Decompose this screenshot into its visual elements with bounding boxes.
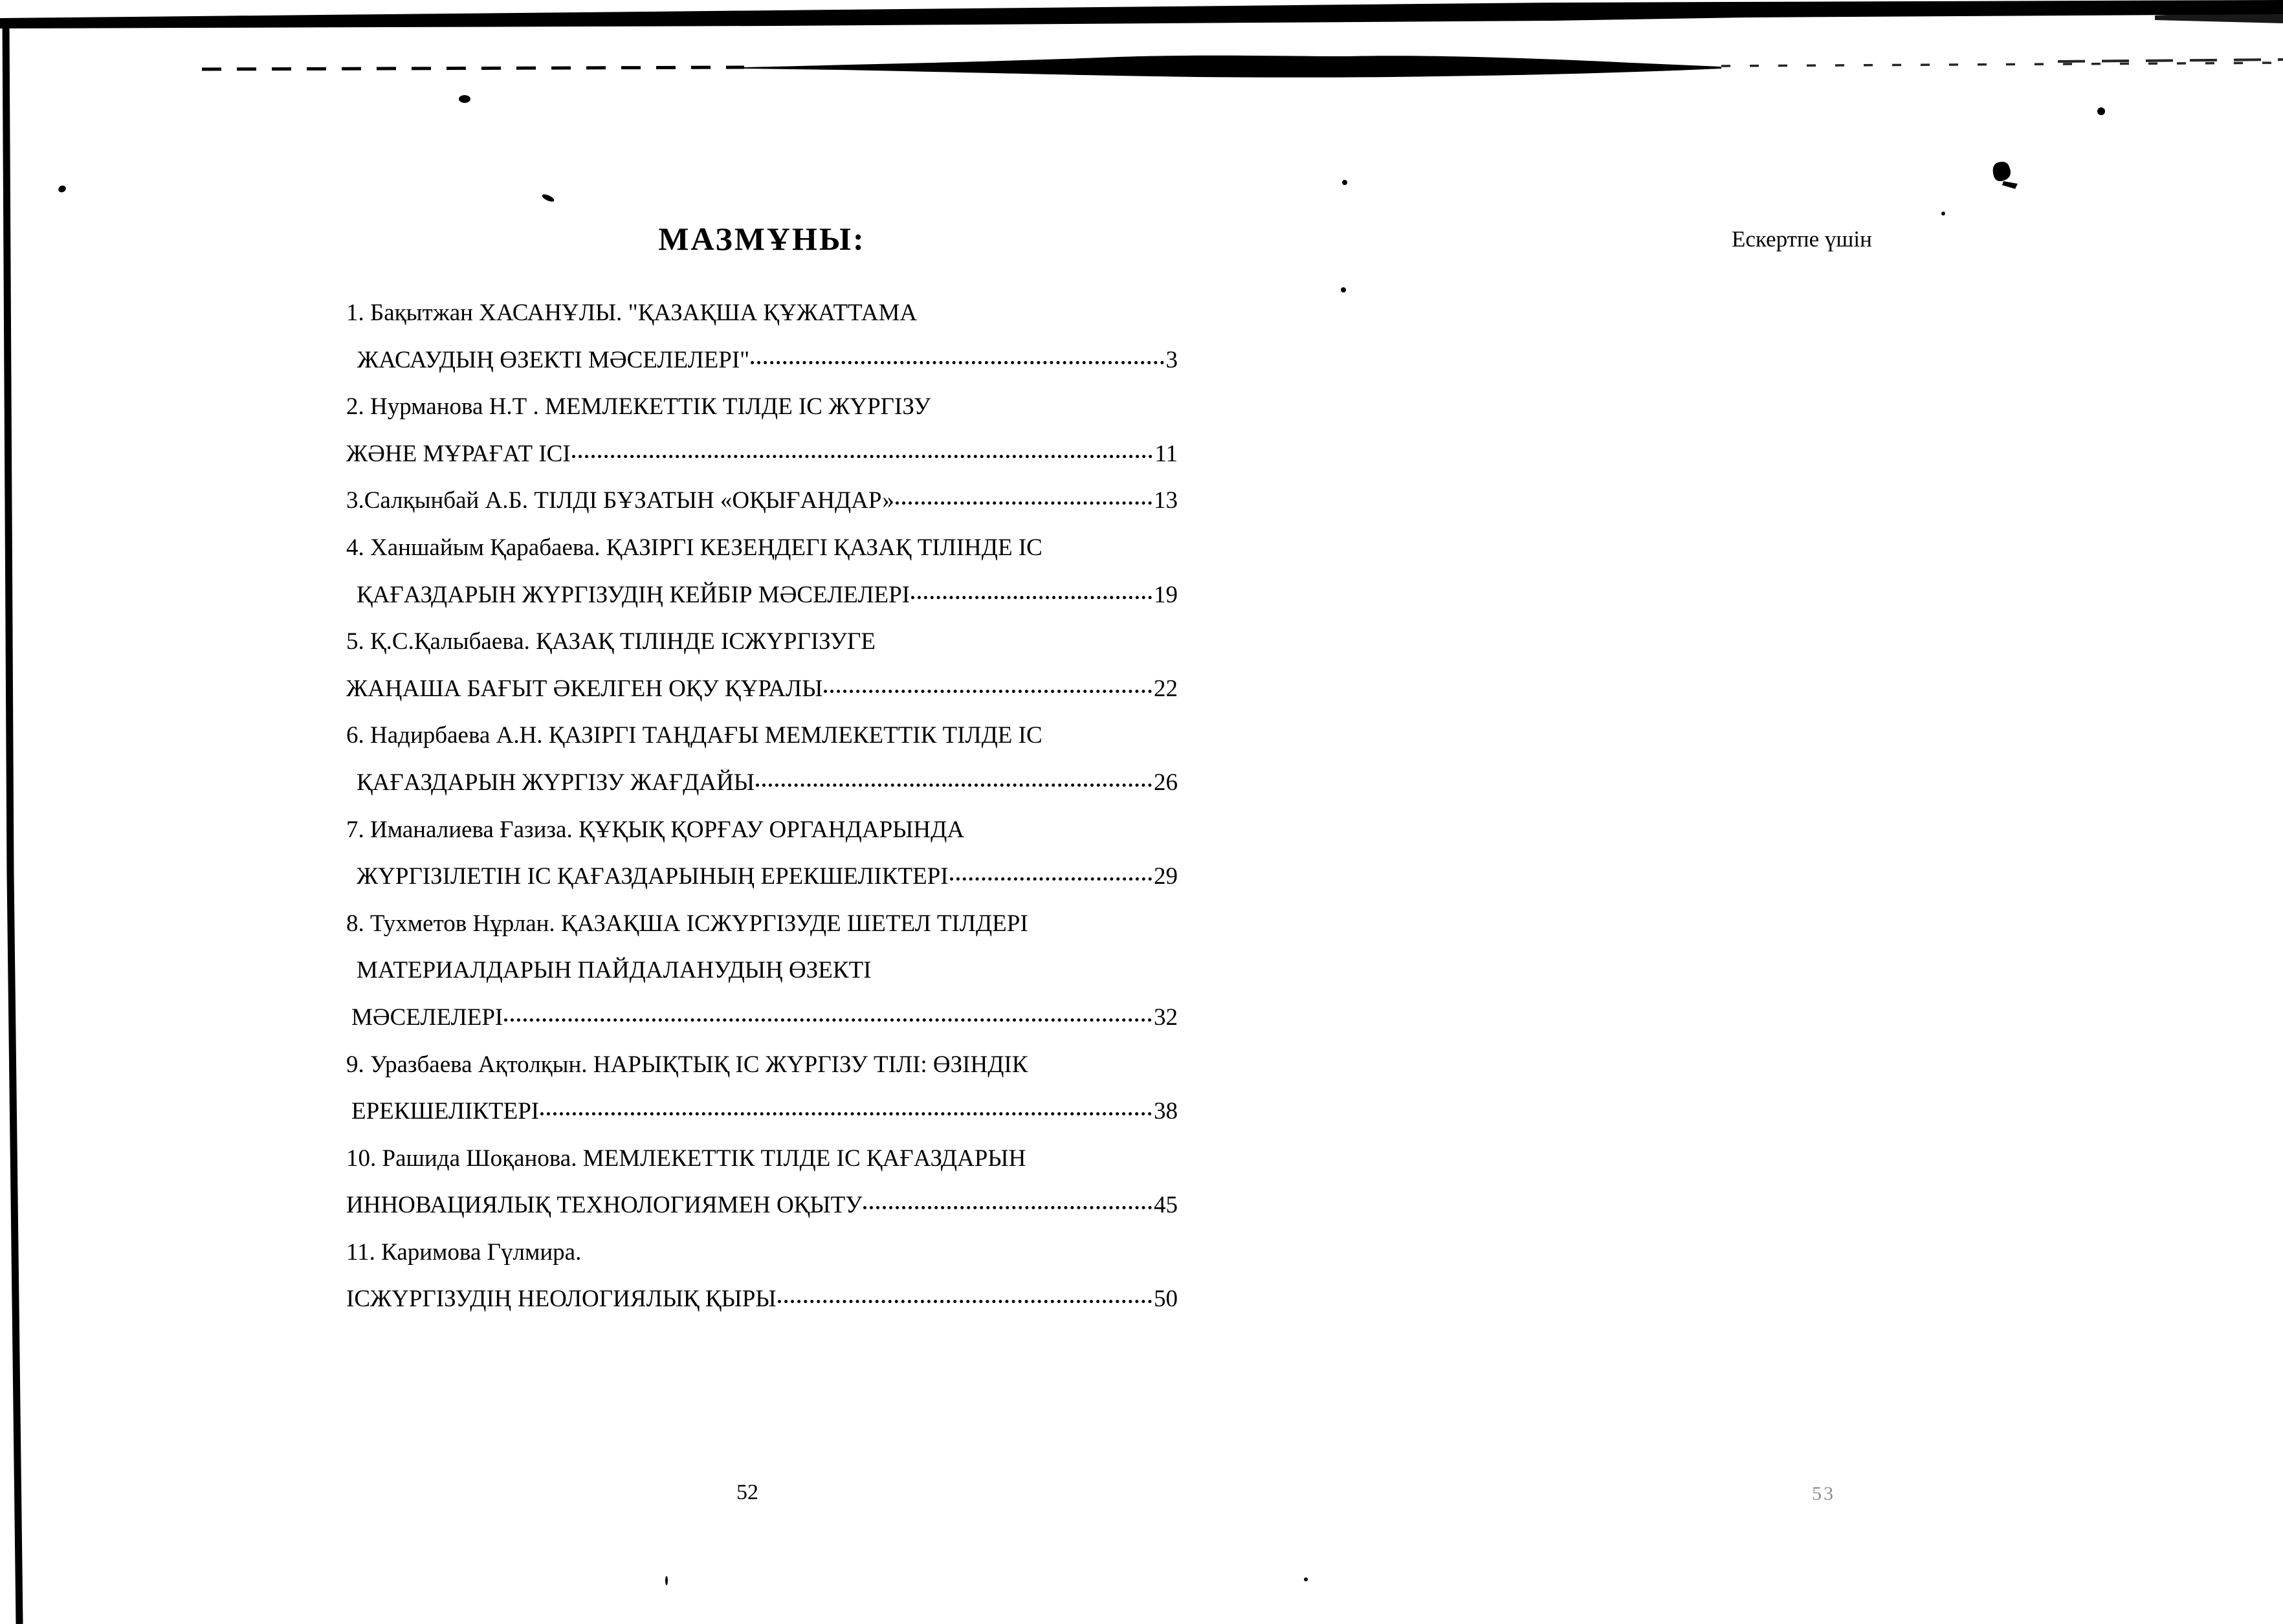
toc-page-number: 11 [1154, 440, 1178, 467]
toc-entry [346, 1285, 1178, 1332]
toc-leader-dots [572, 455, 1153, 458]
toc-entry [346, 769, 1178, 816]
left-page-number: 52 [736, 1480, 758, 1504]
toc-entry [346, 1051, 1178, 1098]
toc-entry [346, 675, 1178, 722]
toc-entry [346, 393, 1178, 440]
toc-entry-text: ІСЖҮРГІЗУДІҢ НЕОЛОГИЯЛЫҚ ҚЫРЫ [346, 1286, 777, 1313]
toc-entry [346, 1004, 1178, 1051]
left-page-edge-line [6, 19, 19, 1624]
toc-page-number: 19 [1154, 581, 1178, 608]
toc-entry [346, 1238, 1178, 1286]
top-scan-bar-right-edge [2155, 9, 2283, 23]
toc-page-number: 50 [1154, 1286, 1178, 1313]
toc-entry-text: 5. Қ.С.Қалыбаева. ҚАЗАҚ ТІЛІНДЕ ІСЖҮРГІЗУГЕ [346, 628, 876, 655]
ink-blot [1993, 162, 2018, 189]
ink-speck [1304, 1577, 1308, 1581]
contents-title: МАЗМҰНЫ: [658, 221, 866, 257]
ink-speck [541, 193, 555, 203]
notes-label: Ескертпе үшін [1732, 226, 1872, 252]
toc-page-number: 29 [1154, 863, 1178, 890]
toc-entry [346, 628, 1178, 675]
toc-entry-text: 6. Надирбаева А.Н. ҚАЗІРГІ ТАҢДАҒЫ МЕМЛЕКЕТТІК ТІЛДЕ ІС [346, 722, 1042, 749]
toc-entry [346, 721, 1178, 769]
toc-leader-dots [778, 1300, 1152, 1303]
toc-entry-text: 2. Нурманова Н.Т . МЕМЛЕКЕТТІК ТІЛДЕ ІС ЖҮРГІЗУ [346, 393, 931, 421]
toc-page-number: 13 [1154, 487, 1178, 514]
toc-entry-text: 8. Тухметов Нұрлан. ҚАЗАҚША ІСЖҮРГІЗУДЕ ШЕТЕЛ ТІЛДЕРІ [346, 910, 1028, 937]
toc-entry [346, 862, 1178, 910]
toc-entry [346, 440, 1178, 487]
ink-speck [1341, 287, 1346, 292]
toc-entry [346, 1191, 1178, 1238]
ink-speck [1342, 180, 1347, 185]
toc-page-number: 26 [1154, 769, 1178, 796]
toc-page-number: 32 [1154, 1004, 1178, 1031]
toc-entry-text: ИННОВАЦИЯЛЫҚ ТЕХНОЛОГИЯМЕН ОҚЫТУ [346, 1192, 863, 1219]
toc-entry [346, 487, 1178, 534]
ink-speck [57, 184, 67, 194]
toc-entry [346, 1145, 1178, 1192]
toc-entry-text: МАТЕРИАЛДАРЫН ПАЙДАЛАНУДЫҢ ӨЗЕКТІ [357, 957, 872, 984]
toc-entry [346, 581, 1178, 628]
toc-leader-dots [824, 690, 1152, 693]
spine-shadow-dashes-far-right [2058, 60, 2283, 61]
toc-page-number: 38 [1154, 1098, 1178, 1125]
toc-entry-text: ЖӘНЕ МҰРАҒАТ ІСІ [346, 440, 571, 467]
toc-leader-dots [950, 877, 1152, 881]
top-scan-bar [0, 0, 2283, 28]
toc-leader-dots [863, 1206, 1152, 1209]
toc-entry [346, 956, 1178, 1004]
toc-entry-text: 7. Иманалиева Ғазиза. ҚҰҚЫҚ ҚОРҒАУ ОРГАНДАРЫНДА [346, 816, 965, 843]
toc-entry-text: ЖАСАУДЫҢ ӨЗЕКТІ МӘСЕЛЕЛЕРІ" [357, 346, 750, 373]
toc-entry [346, 534, 1178, 581]
toc-leader-dots [756, 784, 1152, 787]
toc-entry-text: 4. Ханшайым Қарабаева. ҚАЗІРГІ КЕЗЕҢДЕГІ ҚАЗАҚ ТІЛІНДЕ ІС [346, 534, 1042, 561]
toc-entry [346, 816, 1178, 863]
toc-entry-text: ЕРЕКШЕЛІКТЕРІ [351, 1098, 540, 1125]
spine-shadow-dashes-right [1721, 63, 2283, 66]
toc-entry-text: 1. Бақытжан ХАСАНҰЛЫ. "ҚАЗАҚША ҚҰЖАТТАМА [346, 300, 918, 326]
toc-entry-text: ҚАҒАЗДАРЫН ЖҮРГІЗУДІҢ КЕЙБІР МӘСЕЛЕЛЕРІ [357, 581, 910, 608]
toc-page-number: 22 [1154, 675, 1178, 702]
right-page-number: 53 [1812, 1483, 1835, 1504]
toc-entry-text: 3.Салқынбай А.Б. ТІЛДІ БҰЗАТЫН «ОҚЫҒАНДАР» [346, 487, 894, 514]
toc-list [346, 299, 1178, 1332]
spine-shadow-dashes-left [202, 67, 744, 69]
toc-page-number: 45 [1154, 1192, 1178, 1219]
ink-speck [2097, 107, 2105, 115]
toc-entry-text: МӘСЕЛЕЛЕРІ [351, 1004, 503, 1031]
toc-entry [346, 1097, 1178, 1145]
book-spine-shadow [744, 56, 1721, 78]
toc-entry [346, 346, 1178, 393]
toc-leader-dots [751, 361, 1164, 364]
toc-leader-dots [504, 1018, 1152, 1022]
ink-speck [1941, 212, 1945, 215]
toc-page-number: 3 [1165, 346, 1178, 373]
toc-leader-dots [911, 596, 1152, 599]
toc-entry [346, 299, 1178, 346]
toc-leader-dots [540, 1112, 1152, 1115]
toc-entry-text: 9. Уразбаева Ақтолқын. НАРЫҚТЫҚ ІС ЖҮРГІЗУ ТІЛІ: ӨЗІНДІК [346, 1051, 1028, 1078]
toc-leader-dots [896, 501, 1152, 505]
toc-entry-text: ЖАҢАША БАҒЫТ ӘКЕЛГЕН ОҚУ ҚҰРАЛЫ [346, 675, 823, 702]
toc-entry [346, 910, 1178, 957]
ink-speck [459, 95, 470, 103]
toc-entry-text: 11. Каримова Гүлмира. [346, 1238, 582, 1266]
toc-entry-text: ЖҮРГІЗІЛЕТІН ІС ҚАҒАЗДАРЫНЫҢ ЕРЕКШЕЛІКТЕРІ [357, 863, 949, 890]
toc-entry-text: ҚАҒАЗДАРЫН ЖҮРГІЗУ ЖАҒДАЙЫ [357, 769, 755, 796]
ink-speck [665, 1576, 668, 1585]
toc-entry-text: 10. Рашида Шоқанова. МЕМЛЕКЕТТІК ТІЛДЕ ІС ҚАҒАЗДАРЫН [346, 1145, 1026, 1172]
